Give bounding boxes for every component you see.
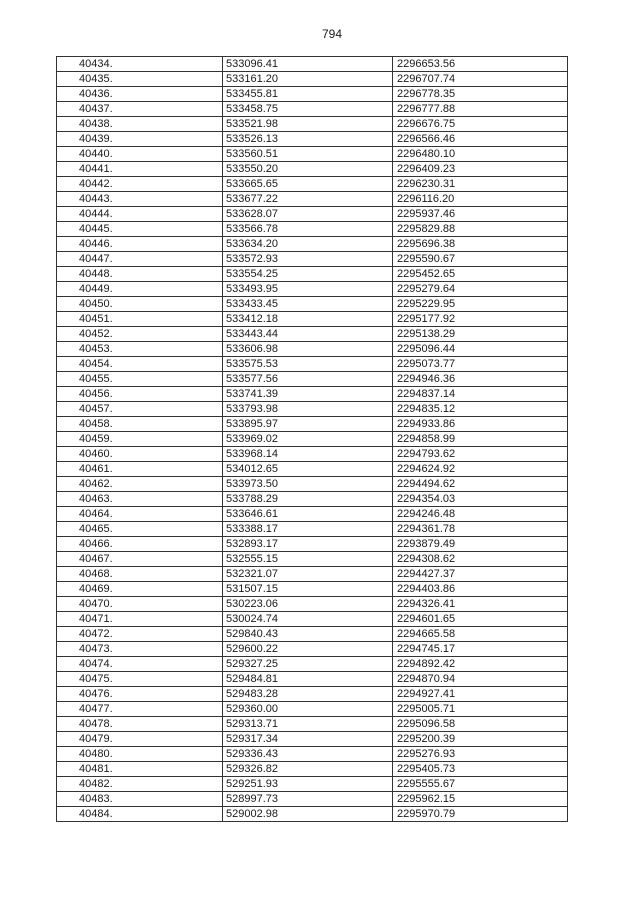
northing-cell: 2294892.42 [393, 657, 568, 672]
coordinates-table [56, 56, 568, 822]
northing-cell: 2296566.46 [393, 132, 568, 147]
northing-cell: 2295829.88 [393, 222, 568, 237]
point-number-cell: 40455. [57, 372, 223, 387]
easting-cell: 533572.93 [223, 252, 393, 267]
easting-cell: 533665.65 [223, 177, 393, 192]
point-number-cell: 40438. [57, 117, 223, 132]
point-number-cell: 40474. [57, 657, 223, 672]
table-row [57, 747, 568, 762]
easting-cell: 533560.51 [223, 147, 393, 162]
easting-cell: 532555.15 [223, 552, 393, 567]
easting-cell: 531507.15 [223, 582, 393, 597]
northing-cell: 2295096.58 [393, 717, 568, 732]
table-row [57, 372, 568, 387]
easting-cell: 529600.22 [223, 642, 393, 657]
easting-cell: 533969.02 [223, 432, 393, 447]
table-row [57, 117, 568, 132]
table-row [57, 492, 568, 507]
table-row [57, 222, 568, 237]
northing-cell: 2294858.99 [393, 432, 568, 447]
table-row [57, 702, 568, 717]
easting-cell: 533493.95 [223, 282, 393, 297]
northing-cell: 2294745.17 [393, 642, 568, 657]
page-number: 794 [321, 27, 343, 41]
point-number-cell: 40445. [57, 222, 223, 237]
easting-cell: 530223.06 [223, 597, 393, 612]
table-row [57, 357, 568, 372]
easting-cell: 529327.25 [223, 657, 393, 672]
point-number-cell: 40448. [57, 267, 223, 282]
northing-cell: 2294793.62 [393, 447, 568, 462]
northing-cell: 2295962.15 [393, 792, 568, 807]
northing-cell: 2296778.35 [393, 87, 568, 102]
point-number-cell: 40484. [57, 807, 223, 822]
table-row [57, 762, 568, 777]
point-number-cell: 40475. [57, 672, 223, 687]
easting-cell: 533554.25 [223, 267, 393, 282]
easting-cell: 533575.53 [223, 357, 393, 372]
table-row [57, 507, 568, 522]
table-row [57, 147, 568, 162]
easting-cell: 533793.98 [223, 402, 393, 417]
point-number-cell: 40465. [57, 522, 223, 537]
northing-cell: 2294246.48 [393, 507, 568, 522]
northing-cell: 2294665.58 [393, 627, 568, 642]
point-number-cell: 40442. [57, 177, 223, 192]
point-number-cell: 40473. [57, 642, 223, 657]
easting-cell: 529326.82 [223, 762, 393, 777]
point-number-cell: 40443. [57, 192, 223, 207]
table-row [57, 387, 568, 402]
easting-cell: 533161.20 [223, 72, 393, 87]
easting-cell: 533606.98 [223, 342, 393, 357]
easting-cell: 534012.65 [223, 462, 393, 477]
table-row [57, 267, 568, 282]
easting-cell: 533455.81 [223, 87, 393, 102]
point-number-cell: 40479. [57, 732, 223, 747]
northing-cell: 2295229.95 [393, 297, 568, 312]
table-row [57, 777, 568, 792]
point-number-cell: 40440. [57, 147, 223, 162]
easting-cell: 533968.14 [223, 447, 393, 462]
point-number-cell: 40481. [57, 762, 223, 777]
table-row [57, 552, 568, 567]
easting-cell: 529840.43 [223, 627, 393, 642]
easting-cell: 533577.56 [223, 372, 393, 387]
easting-cell: 533677.22 [223, 192, 393, 207]
easting-cell: 529483.28 [223, 687, 393, 702]
easting-cell: 533741.39 [223, 387, 393, 402]
northing-cell: 2295279.64 [393, 282, 568, 297]
table-row [57, 687, 568, 702]
point-number-cell: 40478. [57, 717, 223, 732]
table-row [57, 567, 568, 582]
easting-cell: 529317.34 [223, 732, 393, 747]
northing-cell: 2294494.62 [393, 477, 568, 492]
table-row [57, 252, 568, 267]
easting-cell: 533973.50 [223, 477, 393, 492]
table-row [57, 597, 568, 612]
northing-cell: 2296409.23 [393, 162, 568, 177]
northing-cell: 2294837.14 [393, 387, 568, 402]
northing-cell: 2295177.92 [393, 312, 568, 327]
easting-cell: 533634.20 [223, 237, 393, 252]
northing-cell: 2296777.88 [393, 102, 568, 117]
easting-cell: 533433.45 [223, 297, 393, 312]
easting-cell: 533412.18 [223, 312, 393, 327]
table-row [57, 657, 568, 672]
point-number-cell: 40447. [57, 252, 223, 267]
point-number-cell: 40480. [57, 747, 223, 762]
easting-cell: 533646.61 [223, 507, 393, 522]
point-number-cell: 40439. [57, 132, 223, 147]
northing-cell: 2294326.41 [393, 597, 568, 612]
northing-cell: 2296116.20 [393, 192, 568, 207]
northing-cell: 2294835.12 [393, 402, 568, 417]
point-number-cell: 40436. [57, 87, 223, 102]
table-row [57, 477, 568, 492]
northing-cell: 2295452.65 [393, 267, 568, 282]
table-row [57, 312, 568, 327]
point-number-cell: 40435. [57, 72, 223, 87]
point-number-cell: 40462. [57, 477, 223, 492]
easting-cell: 533566.78 [223, 222, 393, 237]
easting-cell: 533521.98 [223, 117, 393, 132]
easting-cell: 532321.07 [223, 567, 393, 582]
table-row [57, 72, 568, 87]
northing-cell: 2296480.10 [393, 147, 568, 162]
table-row [57, 342, 568, 357]
easting-cell: 529484.81 [223, 672, 393, 687]
point-number-cell: 40458. [57, 417, 223, 432]
table-body [57, 57, 568, 822]
point-number-cell: 40450. [57, 297, 223, 312]
table-row [57, 672, 568, 687]
table-row [57, 282, 568, 297]
northing-cell: 2294870.94 [393, 672, 568, 687]
table-row [57, 717, 568, 732]
point-number-cell: 40482. [57, 777, 223, 792]
easting-cell: 533096.41 [223, 57, 393, 72]
table-row [57, 327, 568, 342]
easting-cell: 533550.20 [223, 162, 393, 177]
easting-cell: 533526.13 [223, 132, 393, 147]
easting-cell: 529002.98 [223, 807, 393, 822]
point-number-cell: 40441. [57, 162, 223, 177]
table-row [57, 612, 568, 627]
easting-cell: 532893.17 [223, 537, 393, 552]
northing-cell: 2296653.56 [393, 57, 568, 72]
table-row [57, 237, 568, 252]
northing-cell: 2295276.93 [393, 747, 568, 762]
northing-cell: 2294354.03 [393, 492, 568, 507]
northing-cell: 2296707.74 [393, 72, 568, 87]
easting-cell: 533628.07 [223, 207, 393, 222]
point-number-cell: 40452. [57, 327, 223, 342]
easting-cell: 533443.44 [223, 327, 393, 342]
point-number-cell: 40483. [57, 792, 223, 807]
northing-cell: 2294427.37 [393, 567, 568, 582]
northing-cell: 2294308.62 [393, 552, 568, 567]
easting-cell: 530024.74 [223, 612, 393, 627]
point-number-cell: 40472. [57, 627, 223, 642]
northing-cell: 2295138.29 [393, 327, 568, 342]
northing-cell: 2294601.65 [393, 612, 568, 627]
table-row [57, 537, 568, 552]
table-row [57, 102, 568, 117]
point-number-cell: 40437. [57, 102, 223, 117]
table-row [57, 582, 568, 597]
point-number-cell: 40467. [57, 552, 223, 567]
point-number-cell: 40453. [57, 342, 223, 357]
table-row [57, 57, 568, 72]
point-number-cell: 40466. [57, 537, 223, 552]
table-row [57, 87, 568, 102]
point-number-cell: 40446. [57, 237, 223, 252]
table-row [57, 792, 568, 807]
table-row [57, 642, 568, 657]
point-number-cell: 40476. [57, 687, 223, 702]
northing-cell: 2295590.67 [393, 252, 568, 267]
northing-cell: 2296230.31 [393, 177, 568, 192]
easting-cell: 533895.97 [223, 417, 393, 432]
northing-cell: 2295937.46 [393, 207, 568, 222]
easting-cell: 529360.00 [223, 702, 393, 717]
northing-cell: 2294933.86 [393, 417, 568, 432]
point-number-cell: 40471. [57, 612, 223, 627]
northing-cell: 2293879.49 [393, 537, 568, 552]
northing-cell: 2294624.92 [393, 462, 568, 477]
table-row [57, 627, 568, 642]
northing-cell: 2295200.39 [393, 732, 568, 747]
point-number-cell: 40434. [57, 57, 223, 72]
easting-cell: 533388.17 [223, 522, 393, 537]
table-row [57, 207, 568, 222]
point-number-cell: 40444. [57, 207, 223, 222]
table-row [57, 132, 568, 147]
northing-cell: 2295073.77 [393, 357, 568, 372]
table-row [57, 732, 568, 747]
table-row [57, 162, 568, 177]
northing-cell: 2295096.44 [393, 342, 568, 357]
point-number-cell: 40457. [57, 402, 223, 417]
point-number-cell: 40468. [57, 567, 223, 582]
easting-cell: 528997.73 [223, 792, 393, 807]
point-number-cell: 40469. [57, 582, 223, 597]
point-number-cell: 40454. [57, 357, 223, 372]
table-row [57, 417, 568, 432]
table-row [57, 177, 568, 192]
easting-cell: 529313.71 [223, 717, 393, 732]
point-number-cell: 40461. [57, 462, 223, 477]
easting-cell: 533788.29 [223, 492, 393, 507]
point-number-cell: 40456. [57, 387, 223, 402]
point-number-cell: 40470. [57, 597, 223, 612]
table-row [57, 447, 568, 462]
northing-cell: 2294403.86 [393, 582, 568, 597]
easting-cell: 533458.75 [223, 102, 393, 117]
table-row [57, 297, 568, 312]
northing-cell: 2295696.38 [393, 237, 568, 252]
point-number-cell: 40451. [57, 312, 223, 327]
northing-cell: 2294361.78 [393, 522, 568, 537]
northing-cell: 2295405.73 [393, 762, 568, 777]
point-number-cell: 40463. [57, 492, 223, 507]
northing-cell: 2294946.36 [393, 372, 568, 387]
northing-cell: 2295970.79 [393, 807, 568, 822]
easting-cell: 529251.93 [223, 777, 393, 792]
table-row [57, 402, 568, 417]
northing-cell: 2294927.41 [393, 687, 568, 702]
point-number-cell: 40477. [57, 702, 223, 717]
table-row [57, 462, 568, 477]
northing-cell: 2295555.67 [393, 777, 568, 792]
table-row [57, 807, 568, 822]
point-number-cell: 40460. [57, 447, 223, 462]
point-number-cell: 40464. [57, 507, 223, 522]
table-row [57, 192, 568, 207]
table-row [57, 522, 568, 537]
point-number-cell: 40449. [57, 282, 223, 297]
point-number-cell: 40459. [57, 432, 223, 447]
northing-cell: 2296676.75 [393, 117, 568, 132]
easting-cell: 529336.43 [223, 747, 393, 762]
table-row [57, 432, 568, 447]
northing-cell: 2295005.71 [393, 702, 568, 717]
